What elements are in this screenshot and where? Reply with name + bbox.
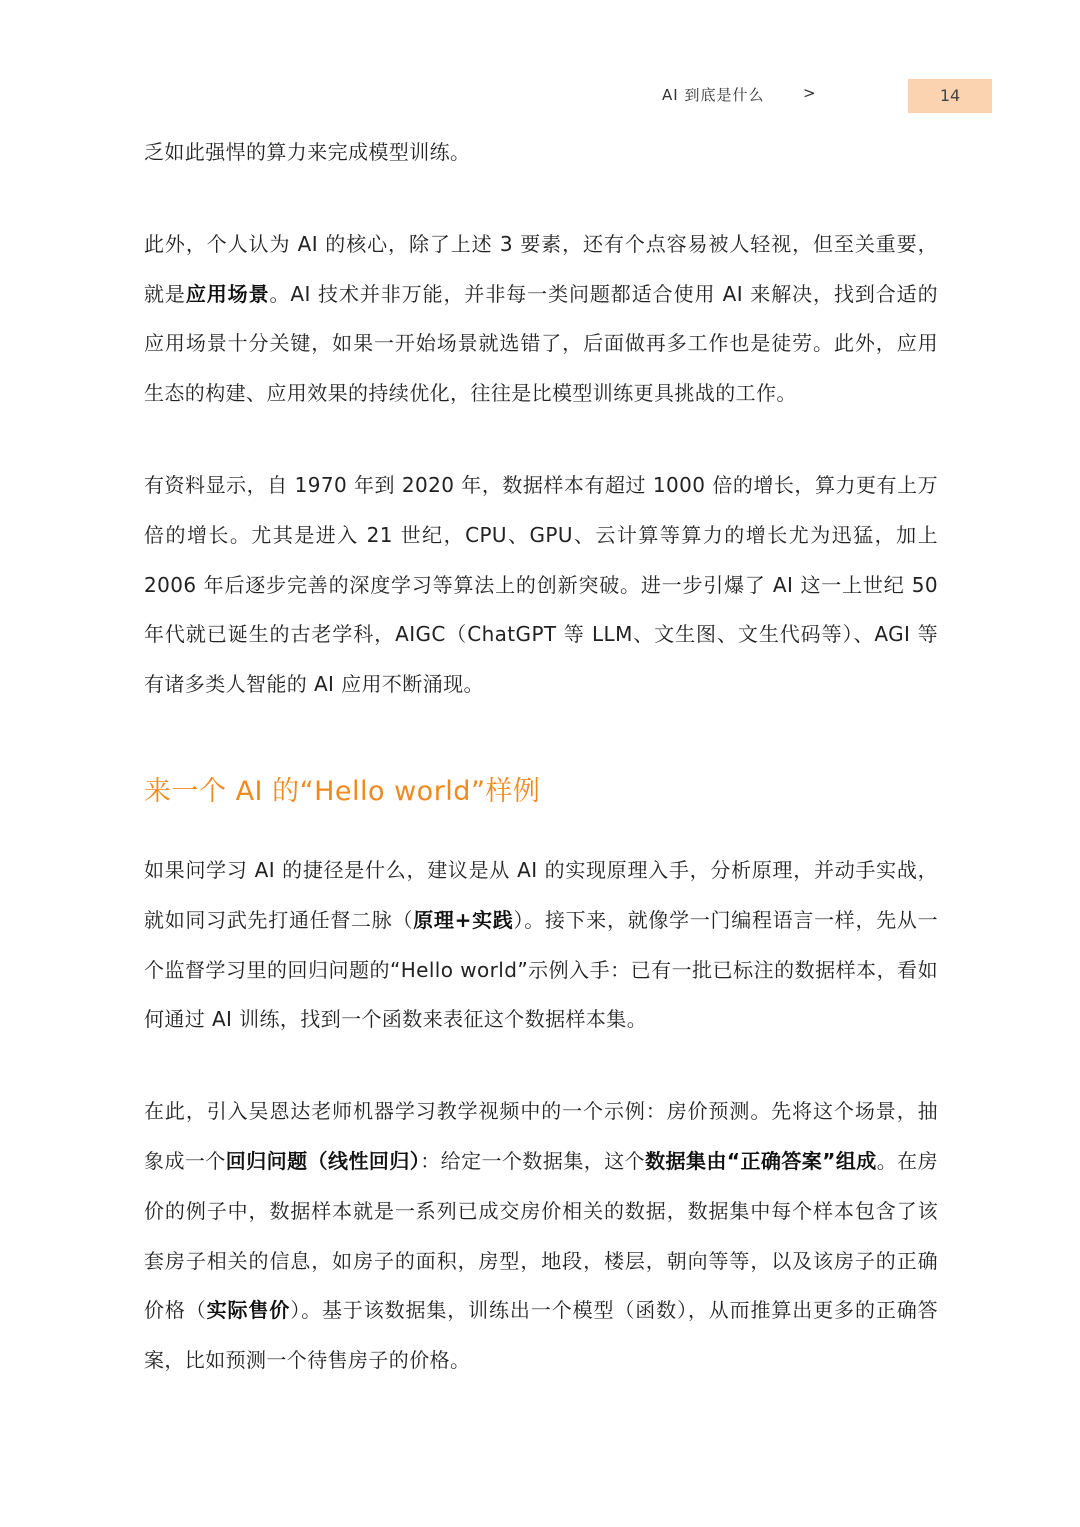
header-title: AI 到底是什么 <box>662 86 765 104</box>
paragraph-1 <box>144 128 938 178</box>
paragraph-2-text-2: 。AI 技术并非万能，并非每一类问题都适合使用 AI 来解决，找到合适的应用场景十分关键，如果一开始场景就选错了，后面做再多工作也是徒劳。此外，应用生态的构建、应用效果的持续优化，往往是比模型训练更具挑战的工作。 <box>144 281 938 406</box>
paragraph-5-text-4: ）。基于该数据集，训练出一个模型（函数），从而推算出更多的正确答案，比如预测一个待售房子的价格。 <box>144 1298 938 1373</box>
paragraph-3 <box>144 461 938 710</box>
paragraph-4-bold-1: 原理+实践 <box>413 907 514 932</box>
paragraph-5-bold-1: 回归问题（线性回归） <box>225 1148 421 1173</box>
chevron-right-icon: > <box>803 84 816 102</box>
paragraph-2-bold-1: 应用场景 <box>185 281 270 306</box>
paragraph-5-text-1: 在此，引入吴恩达老师机器学习教学视频中的一个示例：房价预测。先将这个场景，抽象成一个 <box>144 1099 938 1173</box>
paragraph-5-bold-3: 实际售价 <box>206 1298 291 1323</box>
paragraph-1-text: 乏如此强悍的算力来完成模型训练。 <box>144 140 471 164</box>
paragraph-4-text-2: ）。接下来，就像学一门编程语言一样，先从一个监督学习里的回归问题的“Hello world”示例入手：已有一批已标注的数据样本，看如何通过 AI 训练，找到一个函数来表征这个数据样本集。 <box>144 907 939 1032</box>
paragraph-4 <box>144 846 938 1045</box>
paragraph-5-bold-2: 数据集由“正确答案”组成 <box>645 1148 877 1173</box>
paragraph-5-text-2: ：给定一个数据集，这个 <box>420 1148 646 1173</box>
paragraph-3-text: 有资料显示，自 1970 年到 2020 年，数据样本有超过 1000 倍的增长，算力更有上万倍的增长。尤其是进入 21 世纪，CPU、GPU、云计算等算力的增长尤为迅猛，加上 2006 年后逐步完善的深度学习等算法上的创新突破。进一步引爆了 AI 这一上世纪 50 年代就已诞生的古老学科，AIGC（ChatGPT 等 LLM、文生图、文生代码等）、AGI 等有诸多类人智能的 AI 应用不断涌现。 <box>144 472 938 697</box>
paragraph-5-text-3: 。在房价的例子中，数据样本就是一系列已成交房价相关的数据，数据集中每个样本包含了该套房子相关的信息，如房子的面积，房型，地段，楼层，朝向等等，以及该房子的正确价格（ <box>144 1148 939 1323</box>
page-number-badge: 14 <box>908 79 992 113</box>
page-content <box>144 128 938 1386</box>
paragraph-5 <box>144 1087 938 1386</box>
paragraph-4-text-1: 如果问学习 AI 的捷径是什么，建议是从 AI 的实现原理入手，分析原理，并动手实战，就如同习武先打通任督二脉（ <box>144 857 938 932</box>
paragraph-2-text-1: 此外，个人认为 AI 的核心，除了上述 3 要素，还有个点容易被人轻视，但至关重要，就是 <box>144 231 938 306</box>
section-heading: 来一个 AI 的“Hello world”样例 <box>144 775 541 807</box>
paragraph-2 <box>144 220 938 419</box>
